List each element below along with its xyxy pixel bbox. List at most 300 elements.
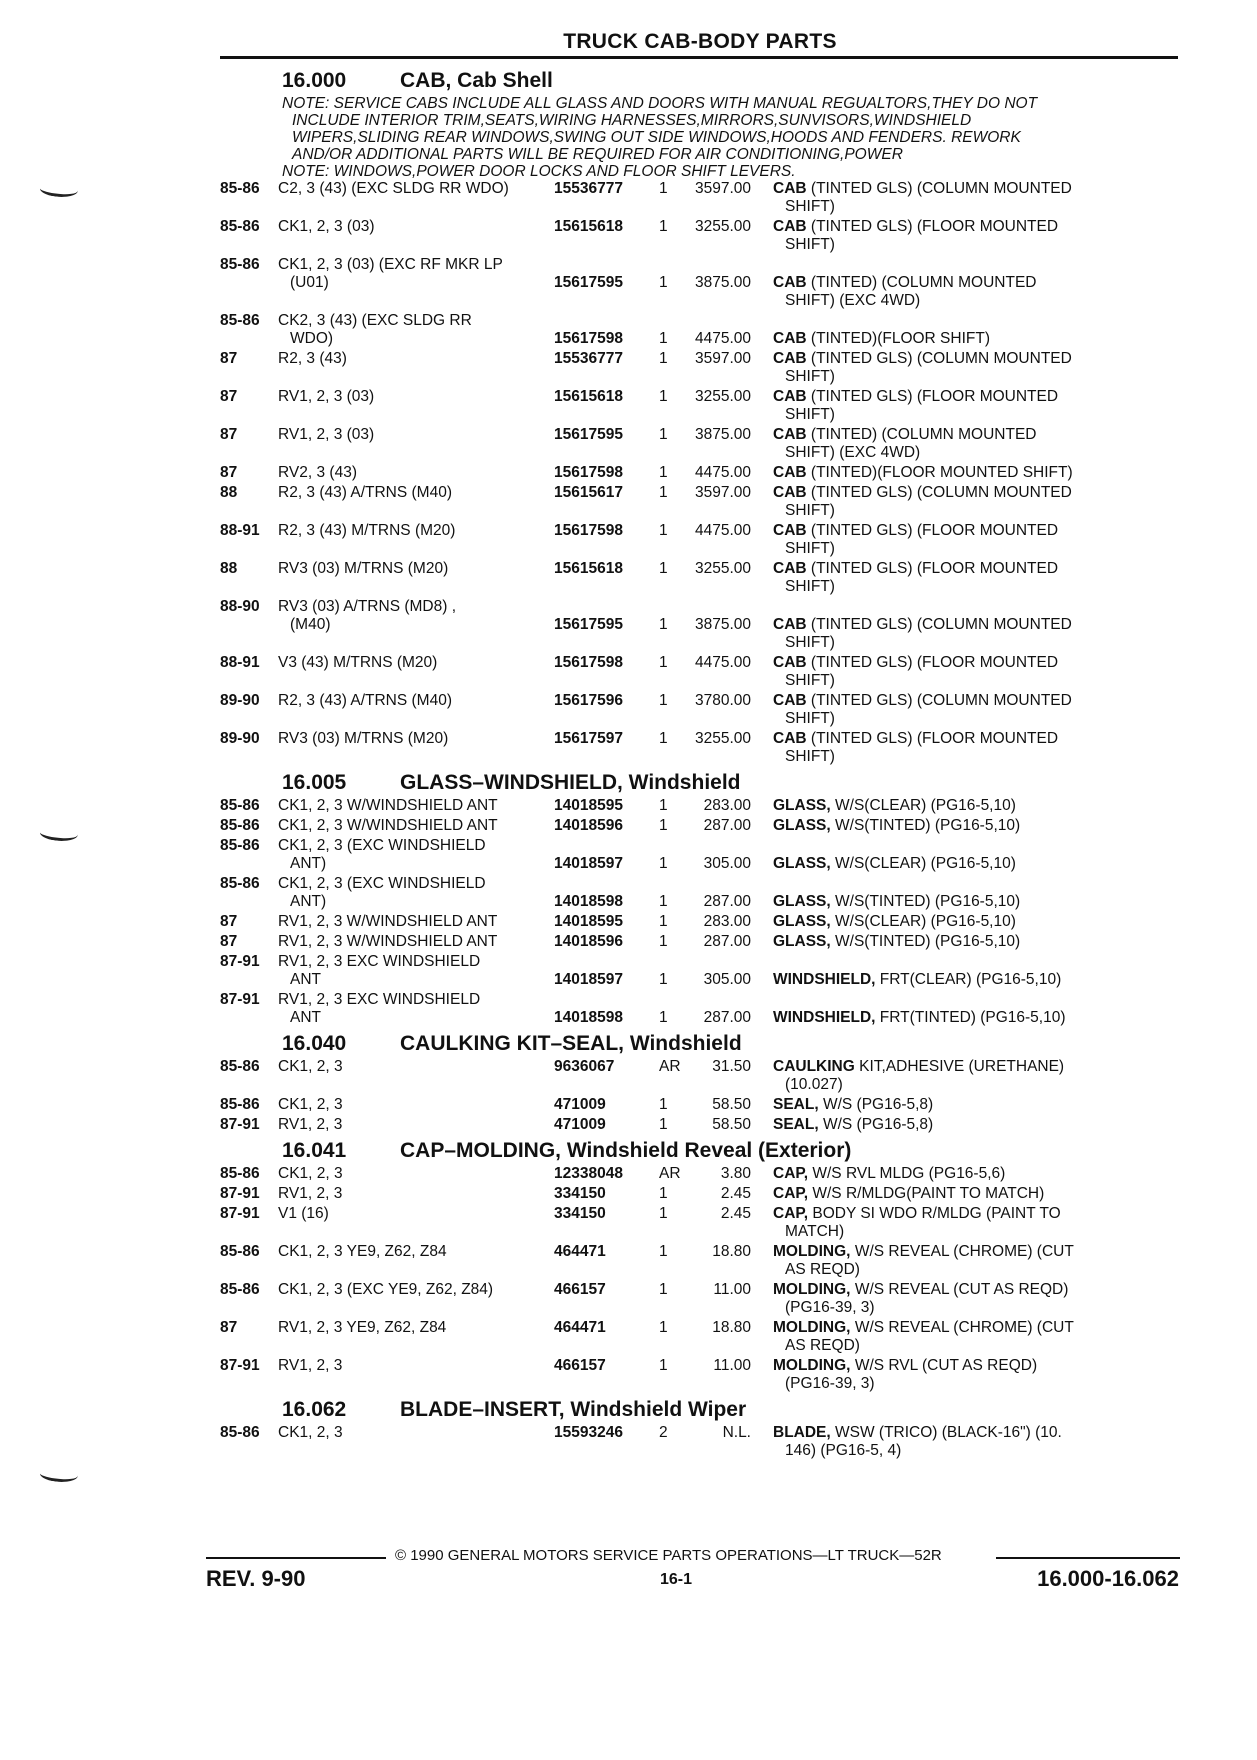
unit-price: 3875.00 — [694, 426, 751, 443]
part-row — [220, 218, 1180, 254]
unit-price: 3255.00 — [694, 388, 751, 405]
model-years: 87 — [220, 426, 238, 443]
part-number: 14018597 — [554, 971, 623, 988]
model-years: 88-90 — [220, 598, 260, 615]
quantity: 1 — [659, 560, 668, 577]
footer-copyright: © 1990 GENERAL MOTORS SERVICE PARTS OPERATIONS—LT TRUCK—52R — [395, 1547, 942, 1564]
application-line: (M40) — [290, 616, 331, 633]
application — [278, 875, 554, 911]
unit-price: 4475.00 — [694, 464, 751, 481]
description-line — [773, 616, 1178, 634]
description — [773, 817, 1180, 835]
part-number: 15615618 — [554, 218, 623, 235]
application-line: CK1, 2, 3 W/WINDSHIELD ANT — [278, 817, 498, 834]
description-line — [773, 1299, 1178, 1317]
model-years: 88-91 — [220, 654, 260, 671]
application-line: RV1, 2, 3 (03) — [278, 426, 375, 443]
application — [278, 837, 554, 873]
model-years: 87-91 — [220, 953, 260, 970]
unit-price: 283.00 — [703, 913, 751, 930]
description-keyword: CAB — [773, 560, 807, 577]
description-text: FRT(TINTED) (PG16-5,10) — [879, 1009, 1066, 1026]
description — [773, 1009, 1180, 1027]
quantity: 1 — [659, 350, 668, 367]
description-line — [773, 1442, 1178, 1460]
description-keyword: CAB — [773, 484, 807, 501]
unit-price: 2.45 — [720, 1205, 751, 1222]
description-keyword: CAP, — [773, 1185, 809, 1202]
part-number: 15615618 — [554, 388, 623, 405]
part-number: 14018598 — [554, 1009, 623, 1026]
description-keyword: BLADE, — [773, 1424, 831, 1441]
description — [773, 426, 1180, 462]
description-text: SHIFT) (EXC 4WD) — [785, 444, 921, 461]
application-line: CK1, 2, 3 — [278, 1058, 343, 1075]
part-number: 15617598 — [554, 464, 623, 481]
quantity: 1 — [659, 616, 668, 633]
description-text: SHIFT) — [785, 578, 835, 595]
application — [278, 464, 554, 482]
description-text: (TINTED GLS) (FLOOR MOUNTED — [810, 388, 1059, 405]
description-keyword: GLASS, — [773, 913, 831, 930]
quantity: 1 — [659, 426, 668, 443]
description-text: W/S (PG16-5,8) — [822, 1116, 934, 1133]
description-text: W/S REVEAL (CHROME) (CUT — [854, 1319, 1074, 1336]
model-years: 85-86 — [220, 1424, 260, 1441]
application — [278, 1096, 554, 1114]
description-text: (TINTED GLS) (FLOOR MOUNTED — [810, 654, 1059, 671]
unit-price: 3875.00 — [694, 274, 751, 291]
part-number: 334150 — [554, 1205, 606, 1222]
application — [278, 692, 554, 728]
application — [278, 991, 554, 1027]
quantity: 1 — [659, 1096, 668, 1113]
part-number: 466157 — [554, 1357, 606, 1374]
description-keyword: WINDSHIELD, — [773, 971, 876, 988]
unit-price: 3597.00 — [694, 484, 751, 501]
part-row — [220, 426, 1180, 462]
unit-price: 3597.00 — [694, 180, 751, 197]
description — [773, 730, 1180, 766]
description-line — [773, 933, 1178, 951]
application-line: RV1, 2, 3 — [278, 1116, 343, 1133]
application — [278, 1116, 554, 1134]
description-text: SHIFT) — [785, 502, 835, 519]
description — [773, 1357, 1180, 1393]
description-line — [773, 426, 1178, 444]
description — [773, 218, 1180, 254]
application-line: RV1, 2, 3 EXC WINDSHIELD — [278, 991, 481, 1008]
model-years: 87-91 — [220, 1205, 260, 1222]
quantity: 1 — [659, 817, 668, 834]
unit-price: 3255.00 — [694, 560, 751, 577]
unit-price: 3875.00 — [694, 616, 751, 633]
description — [773, 1319, 1180, 1355]
part-row — [220, 1116, 1180, 1134]
description-text: (TINTED) (COLUMN MOUNTED — [810, 426, 1037, 443]
description-text: SHIFT) — [785, 198, 835, 215]
binder-hole-mark — [39, 823, 79, 843]
application-line: ANT — [290, 1009, 321, 1026]
part-row — [220, 692, 1180, 728]
quantity: 1 — [659, 1357, 668, 1374]
description-keyword: GLASS, — [773, 893, 831, 910]
description — [773, 350, 1180, 386]
description-line — [773, 236, 1178, 254]
part-row — [220, 1357, 1180, 1393]
application-line: CK1, 2, 3 W/WINDSHIELD ANT — [278, 797, 498, 814]
header-rule — [220, 56, 1178, 59]
part-row — [220, 598, 1180, 652]
description-keyword: WINDSHIELD, — [773, 1009, 876, 1026]
quantity: 1 — [659, 180, 668, 197]
description-text: SHIFT) — [785, 672, 835, 689]
description-line — [773, 444, 1178, 462]
application-line: CK1, 2, 3 — [278, 1096, 343, 1113]
model-years: 87 — [220, 350, 238, 367]
model-years: 85-86 — [220, 218, 260, 235]
model-years: 85-86 — [220, 797, 260, 814]
model-years: 85-86 — [220, 1165, 260, 1182]
part-number: 464471 — [554, 1319, 606, 1336]
model-years: 88-91 — [220, 522, 260, 539]
application-line: R2, 3 (43) A/TRNS (M40) — [278, 484, 452, 501]
part-number: 15536777 — [554, 180, 623, 197]
application-line: RV1, 2, 3 — [278, 1185, 343, 1202]
description-text: W/S REVEAL (CUT AS REQD) — [854, 1281, 1069, 1298]
application-line: RV3 (03) M/TRNS (M20) — [278, 560, 449, 577]
description — [773, 616, 1180, 652]
section-note — [220, 95, 1180, 180]
description-keyword: SEAL, — [773, 1096, 819, 1113]
description-line — [773, 1205, 1178, 1223]
application-line: CK1, 2, 3 (EXC WINDSHIELD — [278, 875, 486, 892]
application-line: ANT — [290, 971, 321, 988]
description-line — [773, 1337, 1178, 1355]
unit-price: 4475.00 — [694, 330, 751, 347]
footer-rule-right — [996, 1557, 1180, 1559]
description-text: (TINTED GLS) (COLUMN MOUNTED — [810, 484, 1072, 501]
part-row — [220, 1424, 1180, 1460]
application-line: RV1, 2, 3 W/WINDSHIELD ANT — [278, 913, 498, 930]
description-keyword: CAB — [773, 274, 807, 291]
quantity: 1 — [659, 971, 668, 988]
description-text: (TINTED)(FLOOR SHIFT) — [810, 330, 990, 347]
description — [773, 522, 1180, 558]
parts-listing — [220, 66, 1180, 1462]
description-line — [773, 578, 1178, 596]
description-line — [773, 218, 1178, 236]
description-line — [773, 748, 1178, 766]
description-text: (TINTED GLS) (COLUMN MOUNTED — [810, 692, 1072, 709]
description-text: W/S RVL (CUT AS REQD) — [854, 1357, 1038, 1374]
quantity: 1 — [659, 933, 668, 950]
description — [773, 933, 1180, 951]
model-years: 87-91 — [220, 1116, 260, 1133]
part-number: 14018595 — [554, 797, 623, 814]
application-line: RV1, 2, 3 (03) — [278, 388, 375, 405]
application — [278, 180, 554, 216]
application-line: V3 (43) M/TRNS (M20) — [278, 654, 438, 671]
part-number: 471009 — [554, 1116, 606, 1133]
application-line: CK1, 2, 3 (03) — [278, 218, 375, 235]
section-heading — [220, 1395, 1180, 1424]
application — [278, 1281, 554, 1317]
description-text: W/S R/MLDG(PAINT TO MATCH) — [812, 1185, 1045, 1202]
section-range: 16.000-16.062 — [1037, 1566, 1179, 1591]
application — [278, 1319, 554, 1355]
description-text: (TINTED GLS) (COLUMN MOUNTED — [810, 616, 1072, 633]
unit-price: 18.80 — [712, 1319, 751, 1336]
part-row — [220, 875, 1180, 911]
description-keyword: CAB — [773, 522, 807, 539]
description-text: SHIFT) — [785, 748, 835, 765]
application — [278, 1165, 554, 1183]
description-line — [773, 406, 1178, 424]
description — [773, 274, 1180, 310]
unit-price: 4475.00 — [694, 522, 751, 539]
application-line: C2, 3 (43) (EXC SLDG RR WDO) — [278, 180, 509, 197]
application-line: CK2, 3 (43) (EXC SLDG RR — [278, 312, 472, 329]
model-years: 87 — [220, 913, 238, 930]
description — [773, 893, 1180, 911]
quantity: 1 — [659, 1281, 668, 1298]
description-line — [773, 292, 1178, 310]
part-number: 15615617 — [554, 484, 623, 501]
quantity: 1 — [659, 855, 668, 872]
note-line: NOTE: WINDOWS,POWER DOOR LOCKS AND FLOOR SHIFT LEVERS. — [282, 163, 796, 180]
section-title: BLADE–INSERT, Windshield Wiper — [400, 1398, 747, 1421]
part-number: 15617595 — [554, 426, 623, 443]
quantity: 1 — [659, 797, 668, 814]
unit-price: 11.00 — [713, 1281, 751, 1298]
application-line: ANT) — [290, 855, 327, 872]
description-text: BODY SI WDO R/MLDG (PAINT TO — [812, 1205, 1061, 1222]
description-text: FRT(CLEAR) (PG16-5,10) — [879, 971, 1062, 988]
description — [773, 1205, 1180, 1241]
part-row — [220, 350, 1180, 386]
quantity: 1 — [659, 913, 668, 930]
description-line — [773, 274, 1178, 292]
application — [278, 1357, 554, 1393]
quantity: 1 — [659, 893, 668, 910]
description-text: SHIFT) — [785, 368, 835, 385]
model-years: 87 — [220, 933, 238, 950]
part-row — [220, 180, 1180, 216]
application — [278, 218, 554, 254]
application-line: R2, 3 (43) M/TRNS (M20) — [278, 522, 456, 539]
application-line: CK1, 2, 3 YE9, Z62, Z84 — [278, 1243, 447, 1260]
part-number: 15536777 — [554, 350, 623, 367]
note-line: WIPERS,SLIDING REAR WINDOWS,SWING OUT SIDE WINDOWS,HOODS AND FENDERS. REWORK — [292, 129, 1021, 146]
model-years: 85-86 — [220, 1281, 260, 1298]
section-title: CAB, Cab Shell — [400, 69, 553, 92]
description-text: SHIFT) (EXC 4WD) — [785, 292, 921, 309]
part-row — [220, 654, 1180, 690]
description — [773, 1185, 1180, 1203]
unit-price: 58.50 — [712, 1116, 751, 1133]
part-row — [220, 1185, 1180, 1203]
section-number: 16.041 — [282, 1139, 347, 1162]
description-text: (TINTED)(FLOOR MOUNTED SHIFT) — [810, 464, 1073, 481]
part-row — [220, 991, 1180, 1027]
application — [278, 256, 554, 310]
application-line: RV1, 2, 3 W/WINDSHIELD ANT — [278, 933, 498, 950]
unit-price: 3255.00 — [694, 730, 751, 747]
description-line — [773, 1116, 1178, 1134]
model-years: 85-86 — [220, 837, 260, 854]
description-line — [773, 1096, 1178, 1114]
application — [278, 1185, 554, 1203]
section-number: 16.062 — [282, 1398, 347, 1421]
description-line — [773, 464, 1178, 482]
description-keyword: GLASS, — [773, 797, 831, 814]
description-line — [773, 522, 1178, 540]
unit-price: 3597.00 — [694, 350, 751, 367]
application-line: R2, 3 (43) — [278, 350, 347, 367]
description — [773, 560, 1180, 596]
description-keyword: CAB — [773, 692, 807, 709]
description-keyword: MOLDING, — [773, 1243, 851, 1260]
section-title: CAULKING KIT–SEAL, Windshield — [400, 1032, 742, 1055]
part-number: 14018597 — [554, 855, 623, 872]
description-keyword: CAB — [773, 218, 807, 235]
section-title: GLASS–WINDSHIELD, Windshield — [400, 771, 741, 794]
model-years: 89-90 — [220, 730, 260, 747]
description-line — [773, 1185, 1178, 1203]
section-heading — [220, 66, 1180, 95]
quantity: 1 — [659, 218, 668, 235]
description-line — [773, 971, 1178, 989]
description-text: AS REQD) — [785, 1337, 860, 1354]
model-years: 85-86 — [220, 1096, 260, 1113]
unit-price: N.L. — [722, 1424, 751, 1441]
part-row — [220, 1058, 1180, 1094]
application-line: CK1, 2, 3 — [278, 1165, 343, 1182]
application — [278, 933, 554, 951]
application-line: RV3 (03) A/TRNS (MD8) , — [278, 598, 457, 615]
description-line — [773, 730, 1178, 748]
quantity: 1 — [659, 692, 668, 709]
description — [773, 797, 1180, 815]
part-row — [220, 1243, 1180, 1279]
description — [773, 1243, 1180, 1279]
unit-price: 18.80 — [712, 1243, 751, 1260]
description-line — [773, 913, 1178, 931]
quantity: 1 — [659, 484, 668, 501]
part-row — [220, 388, 1180, 424]
description-line — [773, 180, 1178, 198]
description-line — [773, 817, 1178, 835]
quantity: 1 — [659, 522, 668, 539]
application — [278, 730, 554, 766]
application-line: RV1, 2, 3 YE9, Z62, Z84 — [278, 1319, 447, 1336]
application-line: (U01) — [290, 274, 329, 291]
part-number: 9636067 — [554, 1058, 615, 1075]
part-row — [220, 953, 1180, 989]
description-text: (PG16-39, 3) — [785, 1299, 875, 1316]
description-line — [773, 1165, 1178, 1183]
note-line: AND/OR ADDITIONAL PARTS WILL BE REQUIRED FOR AIR CONDITIONING,POWER — [292, 146, 903, 163]
model-years: 88 — [220, 484, 238, 501]
quantity: 1 — [659, 274, 668, 291]
application-line: CK1, 2, 3 (03) (EXC RF MKR LP — [278, 256, 503, 273]
page-header-title: TRUCK CAB-BODY PARTS — [563, 30, 837, 53]
part-number: 15617598 — [554, 330, 623, 347]
application — [278, 312, 554, 348]
unit-price: 4475.00 — [694, 654, 751, 671]
part-number: 466157 — [554, 1281, 606, 1298]
part-row — [220, 1096, 1180, 1114]
quantity: 1 — [659, 1243, 668, 1260]
description-line — [773, 855, 1178, 873]
description — [773, 913, 1180, 931]
unit-price: 58.50 — [712, 1096, 751, 1113]
application-line: CK1, 2, 3 — [278, 1424, 343, 1441]
model-years: 87-91 — [220, 991, 260, 1008]
part-row — [220, 837, 1180, 873]
description-keyword: CAB — [773, 350, 807, 367]
description-line — [773, 1375, 1178, 1393]
description-line — [773, 1223, 1178, 1241]
description — [773, 654, 1180, 690]
description-keyword: MOLDING, — [773, 1319, 851, 1336]
application — [278, 522, 554, 558]
section-heading — [220, 768, 1180, 797]
description — [773, 388, 1180, 424]
quantity: 1 — [659, 1185, 668, 1202]
description-keyword: CAB — [773, 730, 807, 747]
description-text: (10.027) — [785, 1076, 843, 1093]
part-row — [220, 1319, 1180, 1355]
description-keyword: CAB — [773, 464, 807, 481]
description-line — [773, 1009, 1178, 1027]
description-text: W/S REVEAL (CHROME) (CUT — [854, 1243, 1074, 1260]
unit-price: 31.50 — [712, 1058, 751, 1075]
page-number: 16-1 — [660, 1571, 693, 1588]
description-text: SHIFT) — [785, 236, 835, 253]
part-row — [220, 1165, 1180, 1183]
unit-price: 287.00 — [703, 893, 751, 910]
model-years: 85-86 — [220, 817, 260, 834]
application — [278, 913, 554, 931]
description-line — [773, 1261, 1178, 1279]
section-title: CAP–MOLDING, Windshield Reveal (Exterior) — [400, 1139, 852, 1162]
part-number: 14018596 — [554, 933, 623, 950]
description — [773, 1165, 1180, 1183]
part-number: 15615618 — [554, 560, 623, 577]
description-line — [773, 797, 1178, 815]
unit-price: 2.45 — [720, 1185, 751, 1202]
description-keyword: MOLDING, — [773, 1281, 851, 1298]
part-row — [220, 913, 1180, 931]
model-years: 87 — [220, 464, 238, 481]
unit-price: 287.00 — [703, 817, 751, 834]
part-number: 15617595 — [554, 274, 623, 291]
section-heading — [220, 1136, 1180, 1165]
description-line — [773, 893, 1178, 911]
application-line: RV2, 3 (43) — [278, 464, 357, 481]
part-number: 12338048 — [554, 1165, 623, 1182]
part-number: 15617597 — [554, 730, 623, 747]
description-text: SHIFT) — [785, 634, 835, 651]
unit-price: 3.80 — [720, 1165, 751, 1182]
description-line — [773, 1281, 1178, 1299]
description-text: W/S(TINTED) (PG16-5,10) — [835, 933, 1021, 950]
description — [773, 180, 1180, 216]
model-years: 85-86 — [220, 180, 260, 197]
description-line — [773, 672, 1178, 690]
